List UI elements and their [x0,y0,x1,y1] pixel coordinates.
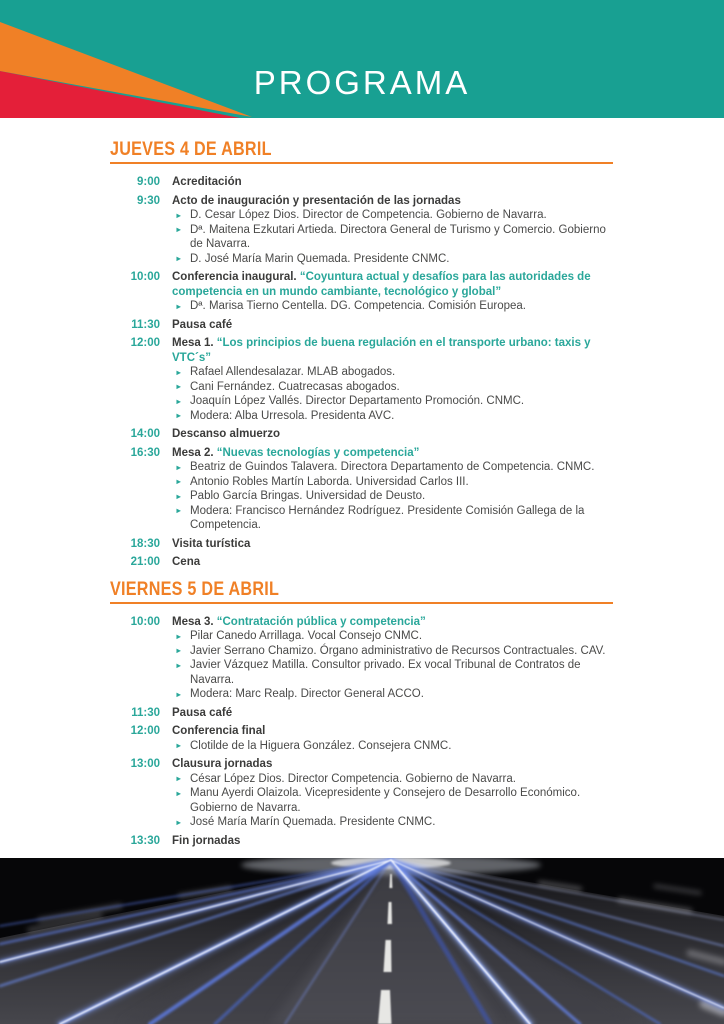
day-section [110,580,613,849]
schedule-event [110,175,613,190]
event-title [172,706,613,721]
event-title-quote: “Coyuntura actual y desafíos para las autoridades de competencia en un mundo cambiante, tecnológico y global” [172,271,591,298]
speaker-list [172,460,613,533]
speaker-name: Javier Vázquez Matilla. Consultor privado. Ex vocal Tribunal de Contratos de Navarra. [190,659,581,686]
event-title-text: Acreditación [172,176,242,188]
event-body [172,194,613,267]
schedule-event [110,537,613,552]
event-time: 11:30 [131,706,160,719]
schedule-event [110,757,613,830]
speaker-item [172,815,613,830]
schedule-event [110,724,613,753]
speaker-name: Beatriz de Guindos Talavera. Directora Departamento de Competencia. CNMC. [190,461,595,473]
speaker-name: Manu Ayerdi Olaizola. Vicepresidente y Consejero de Desarrollo Económico. Gobierno de Navarra. [190,787,581,814]
event-title [172,194,613,209]
speaker-bullet-icon: ► [175,817,183,827]
speaker-name: Pablo García Bringas. Universidad de Deusto. [190,490,426,502]
speaker-list [172,208,613,266]
schedule-event [110,446,613,533]
speaker-item [172,380,613,395]
event-body [172,537,613,552]
speaker-bullet-icon: ► [175,646,183,655]
event-title-text: Conferencia final [172,725,266,737]
event-title-text: Descanso almuerzo [172,428,281,440]
day-heading-label: VIERNES 5 DE ABRIL [110,578,280,600]
speaker-name: José María Marín Quemada. Presidente CNMC. [190,816,436,828]
speaker-bullet-icon: ► [175,689,183,699]
speaker-bullet-icon: ► [175,491,183,501]
event-time: 9:30 [136,194,160,207]
event-body [172,724,613,753]
event-time: 13:30 [130,834,160,847]
schedule-event [110,270,613,314]
speaker-list [172,739,613,754]
speaker-name: Modera: Francisco Hernández Rodríguez. Presidente Comisión Gallega de la Competencia. [190,504,585,531]
event-body [172,427,613,442]
event-title-quote: “Los principios de buena regulación en el transporte urbano: taxis y VTC´s” [172,337,591,364]
speaker-list [172,365,613,423]
speaker-name: Clotilde de la Higuera González. Consejera CNMC. [190,739,452,752]
speaker-item [172,299,613,314]
speaker-name: Dª. Marisa Tierno Centella. DG. Competencia. Comisión Europea. [190,300,526,312]
speaker-name: Modera: Marc Realp. Director General ACCO. [190,688,424,700]
event-list [110,615,613,849]
speaker-bullet-icon: ► [175,382,183,391]
speaker-bullet-icon: ► [175,660,183,670]
speaker-item [172,208,613,223]
event-title-quote: “Nuevas tecnologías y competencia” [216,446,420,459]
event-time: 12:00 [130,337,160,349]
schedule-event [110,555,613,570]
event-title-text: Mesa 3. [172,615,217,628]
speaker-name: Joaquín López Vallés. Director Departamento Promoción. CNMC. [190,395,525,407]
speaker-item [172,629,613,644]
speaker-item [172,786,613,815]
event-title [172,427,613,442]
event-title-text: Pausa café [172,318,233,331]
event-title [172,757,613,772]
schedule-event [110,336,613,423]
event-time: 9:00 [136,176,160,188]
speaker-bullet-icon: ► [175,301,183,311]
speaker-bullet-icon: ► [175,477,183,486]
speaker-item [172,460,613,475]
day-section [110,140,613,570]
speaker-item [172,658,613,687]
speaker-item [172,644,613,659]
event-title [172,834,613,849]
speaker-item [172,489,613,504]
speaker-name: Javier Serrano Chamizo. Órgano administrativo de Recursos Contractuales. CAV. [190,644,606,657]
event-title [172,175,613,190]
event-title-quote: “Contratación pública y competencia” [216,615,426,628]
event-body [172,270,613,314]
speaker-item [172,409,613,424]
speaker-item [172,252,613,267]
event-body [172,446,613,533]
header-banner [0,0,724,118]
speaker-name: Modera: Alba Urresola. Presidenta AVC. [190,409,395,422]
event-title-text: Visita turística [172,537,251,550]
event-body [172,706,613,721]
event-body [172,555,613,570]
event-title-text: Cena [172,556,201,568]
event-title [172,336,613,365]
event-time: 13:00 [130,758,160,770]
event-body [172,175,613,190]
event-title-text: Fin jornadas [172,834,241,847]
speaker-name: César López Dios. Director Competencia. Gobierno de Navarra. [190,772,516,785]
event-time: 14:00 [130,428,160,440]
day-heading-rule [110,162,613,164]
speaker-bullet-icon: ► [175,462,183,472]
speaker-list [172,299,613,314]
speaker-name: Cani Fernández. Cuatrecasas abogados. [190,380,400,393]
event-title [172,270,613,299]
speaker-item [172,365,613,380]
speaker-name: D. José María Marin Quemada. Presidente CNMC. [190,252,450,265]
schedule-event [110,615,613,702]
speaker-bullet-icon: ► [175,774,183,783]
event-body [172,318,613,333]
speaker-bullet-icon: ► [175,396,183,406]
schedule-event [110,318,613,333]
speaker-bullet-icon: ► [175,254,183,263]
event-title-text: Conferencia inaugural. [172,271,300,283]
speaker-bullet-icon: ► [175,741,183,750]
speaker-item [172,394,613,409]
speaker-item [172,739,613,754]
event-title-text: Acto de inauguración y presentación de las jornadas [172,194,461,207]
speaker-name: Pilar Canedo Arrillaga. Vocal Consejo CNMC. [190,630,423,642]
event-title [172,724,613,739]
footer-photo [0,858,724,1024]
speaker-bullet-icon: ► [175,411,183,420]
speaker-name: Dª. Maitena Ezkutari Artieda. Directora General de Turismo y Comercio. Gobierno de Navarra. [190,223,606,250]
schedule-event [110,194,613,267]
event-title-text: Mesa 2. [172,446,217,459]
event-time: 11:30 [131,318,160,331]
event-title [172,555,613,570]
event-title [172,318,613,333]
schedule-event [110,834,613,849]
road-light-trails-photo [0,858,724,1024]
speaker-bullet-icon: ► [175,788,183,798]
event-time: 18:30 [130,537,160,550]
event-list [110,175,613,570]
day-heading-rule [110,602,613,604]
schedule-event [110,706,613,721]
speaker-list [172,772,613,830]
speaker-bullet-icon: ► [175,225,183,234]
day-heading [110,580,613,600]
speaker-name: Antonio Robles Martín Laborda. Universidad Carlos III. [190,475,469,488]
event-body [172,615,613,702]
event-body [172,834,613,849]
event-time: 12:00 [130,725,160,737]
event-time: 16:30 [130,446,160,459]
event-body [172,757,613,830]
speaker-name: D. Cesar López Dios. Director de Competencia. Gobierno de Navarra. [190,209,547,221]
event-title [172,446,613,461]
speaker-item [172,475,613,490]
speaker-item [172,504,613,533]
event-time: 10:00 [130,271,160,283]
event-body [172,336,613,423]
event-time: 21:00 [130,556,160,568]
event-title [172,615,613,630]
speaker-bullet-icon: ► [175,367,183,377]
schedule [110,140,613,854]
speaker-list [172,629,613,702]
page-title: PROGRAMA [253,64,471,101]
speaker-bullet-icon: ► [175,631,183,641]
event-title-text: Clausura jornadas [172,758,273,770]
day-heading [110,140,613,160]
event-title-text: Mesa 1. [172,337,217,349]
speaker-item [172,223,613,252]
speaker-bullet-icon: ► [175,210,183,220]
speaker-item [172,687,613,702]
speaker-name: Rafael Allendesalazar. MLAB abogados. [190,366,396,378]
day-heading-label: JUEVES 4 DE ABRIL [110,140,272,160]
speaker-bullet-icon: ► [175,506,183,515]
event-title-text: Pausa café [172,706,233,719]
speaker-item [172,772,613,787]
schedule-event [110,427,613,442]
event-title [172,537,613,552]
event-time: 10:00 [130,615,160,628]
